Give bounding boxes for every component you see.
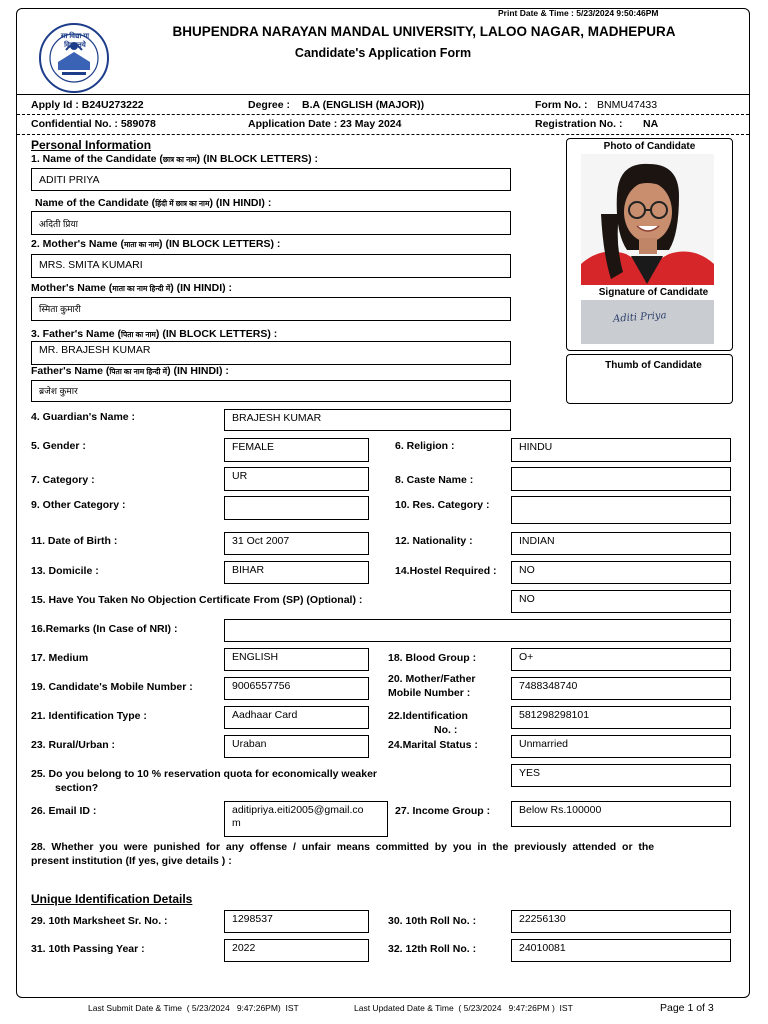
income-label: 27. Income Group : <box>395 805 491 817</box>
religion-field[interactable]: HINDU <box>511 438 731 462</box>
name-hi-label-suffix: ) (IN HINDI) : <box>209 197 272 209</box>
header-dash-2 <box>17 134 749 135</box>
signature-label: Signature of Candidate <box>598 287 709 298</box>
caste-field[interactable] <box>511 467 731 491</box>
hostel-label: 14.Hostel Required : <box>395 565 497 577</box>
name-hi-label <box>35 197 271 210</box>
father-hi-label-hindi: पिता का नाम हिन्दी में <box>109 367 168 376</box>
email-value-line-1: aditipriya.eiti2005@gmail.co <box>232 804 364 816</box>
email-field[interactable] <box>224 801 388 837</box>
registration-label: Registration No. : <box>535 118 623 130</box>
candidate-portrait-icon <box>581 154 714 285</box>
form-title: Candidate's Application Form <box>294 46 472 60</box>
ews-field[interactable]: YES <box>511 764 731 787</box>
father-en-label-hindi: पिता का नाम <box>121 330 156 339</box>
id-no-label-2: No. : <box>434 724 458 736</box>
ews-label-2: section? <box>55 782 99 794</box>
tenth-roll-label: 30. 10th Roll No. : <box>388 915 477 927</box>
blood-group-label: 18. Blood Group : <box>388 652 477 664</box>
mother-hi-label-hindi: माता का नाम हिन्दी में <box>112 284 171 293</box>
mother-en-field[interactable]: MRS. SMITA KUMARI <box>31 254 511 278</box>
domicile-field[interactable]: BIHAR <box>224 561 369 584</box>
father-hi-label-suffix: ) (IN HINDI) : <box>167 365 229 377</box>
mother-hi-label-num: Mother's Name ( <box>31 282 113 294</box>
name-en-label-hindi: छात्र का नाम <box>162 155 197 164</box>
noc-field[interactable]: NO <box>511 590 731 613</box>
name-en-label-suffix: ) (IN BLOCK LETTERS) : <box>196 153 318 165</box>
university-logo <box>38 22 110 94</box>
res-category-field[interactable] <box>511 496 731 524</box>
photo-label: Photo of Candidate <box>603 141 696 152</box>
noc-label: 15. Have You Taken No Objection Certificate From (SP) (Optional) : <box>31 594 363 606</box>
registration-value: NA <box>643 118 659 130</box>
personal-info-heading: Personal Information <box>31 138 152 152</box>
mother-hi-label <box>31 282 232 295</box>
name-en-label <box>31 153 318 166</box>
id-no-field[interactable]: 581298298101 <box>511 706 731 729</box>
degree-value: B.A (ENGLISH (MAJOR)) <box>302 99 425 111</box>
father-en-field[interactable]: MR. BRAJESH KUMAR <box>31 341 511 365</box>
remarks-field[interactable] <box>224 619 731 642</box>
marital-field[interactable]: Unmarried <box>511 735 731 758</box>
ews-label-1: 25. Do you belong to 10 % reservation quota for economically weaker <box>31 768 378 780</box>
last-submit-date: Last Submit Date & Time ( 5/23/2024 9:47:26PM) IST <box>88 1003 299 1013</box>
parent-mobile-label-1: 20. Mother/Father <box>388 673 476 685</box>
email-value-line-2: m <box>232 817 241 829</box>
religion-label: 6. Religion : <box>395 440 455 452</box>
form-no-label: Form No. : <box>535 99 588 111</box>
mother-hi-field[interactable]: स्मिता कुमारी <box>31 297 511 321</box>
category-field[interactable]: UR <box>224 467 369 491</box>
dob-field[interactable]: 31 Oct 2007 <box>224 532 369 555</box>
income-field[interactable]: Below Rs.100000 <box>511 801 731 827</box>
medium-label: 17. Medium <box>31 652 89 664</box>
nationality-label: 12. Nationality : <box>395 535 473 547</box>
unique-id-heading: Unique Identification Details <box>31 892 193 906</box>
mother-en-label <box>31 238 280 251</box>
mother-en-label-num: 2. Mother's Name ( <box>31 238 124 250</box>
medium-field[interactable]: ENGLISH <box>224 648 369 671</box>
email-label: 26. Email ID : <box>31 805 97 817</box>
father-en-label-num: 3. Father's Name ( <box>31 328 122 340</box>
name-hi-label-num: Name of the Candidate ( <box>35 197 156 209</box>
header-divider <box>17 94 749 95</box>
remarks-label: 16.Remarks (In Case of NRI) : <box>31 623 178 635</box>
thumb-label: Thumb of Candidate <box>605 360 702 371</box>
twelfth-roll-label: 32. 12th Roll No. : <box>388 943 477 955</box>
mother-hi-label-suffix: ) (IN HINDI) : <box>170 282 233 294</box>
tenth-sr-label: 29. 10th Marksheet Sr. No. : <box>31 915 168 927</box>
dob-label: 11. Date of Birth : <box>31 535 118 547</box>
degree-label: Degree : <box>248 99 291 111</box>
category-label: 7. Category : <box>31 474 95 486</box>
mother-en-label-hindi: माता का नाम <box>123 240 160 249</box>
marital-label: 24.Marital Status : <box>388 739 478 751</box>
print-date: Print Date & Time : 5/23/2024 9:50:46PM <box>498 8 659 18</box>
name-en-field[interactable]: ADITI PRIYA <box>31 168 511 191</box>
header-dash-1 <box>17 114 749 115</box>
name-hi-field[interactable]: अदिती प्रिया <box>31 211 511 235</box>
id-no-label-1: 22.Identification <box>388 710 468 722</box>
last-updated-date: Last Updated Date & Time ( 5/23/2024 9:47:26PM ) IST <box>354 1003 573 1013</box>
mother-en-label-suffix: ) (IN BLOCK LETTERS) : <box>159 238 281 250</box>
punished-question-line-1: 28. Whether you were punished for any offense / unfair means committed by you in the previously attended or the <box>31 841 655 853</box>
tenth-roll-field[interactable]: 22256130 <box>511 910 731 933</box>
tenth-year-label: 31. 10th Passing Year : <box>31 943 145 955</box>
father-hi-label <box>31 365 229 378</box>
parent-mobile-label-2: Mobile Number : <box>388 687 471 699</box>
twelfth-roll-field[interactable]: 24010081 <box>511 939 731 962</box>
father-en-label-suffix: ) (IN BLOCK LETTERS) : <box>155 328 278 340</box>
tenth-sr-field[interactable]: 1298537 <box>224 910 369 933</box>
rural-urban-field[interactable]: Uraban <box>224 735 369 758</box>
id-type-label: 21. Identification Type : <box>31 710 147 722</box>
logo-motto: सा विद्या या विमुक्तये <box>60 33 90 49</box>
name-en-label-num: 1. Name of the Candidate ( <box>31 153 163 165</box>
nationality-field[interactable]: INDIAN <box>511 532 731 555</box>
guardian-field[interactable]: BRAJESH KUMAR <box>224 409 511 431</box>
father-en-label <box>31 328 277 341</box>
id-type-field[interactable]: Aadhaar Card <box>224 706 369 729</box>
candidate-photo <box>581 154 714 285</box>
name-hi-label-hindi: हिंदी में छात्र का नाम <box>155 199 210 208</box>
confidential-no: Confidential No. : 589078 <box>31 118 156 130</box>
other-category-label: 9. Other Category : <box>31 499 126 511</box>
mobile-field[interactable]: 9006557756 <box>224 677 369 700</box>
candidate-signature <box>581 300 714 344</box>
blood-group-field[interactable]: O+ <box>511 648 731 671</box>
university-name: BHUPENDRA NARAYAN MANDAL UNIVERSITY, LALOO NAGAR, MADHEPURA <box>172 24 676 39</box>
signature-text: Aditi Priya <box>612 310 667 325</box>
gender-field[interactable]: FEMALE <box>224 438 369 462</box>
father-hi-label-num: Father's Name ( <box>31 365 110 377</box>
res-category-label: 10. Res. Category : <box>395 499 490 511</box>
hostel-field[interactable]: NO <box>511 561 731 584</box>
other-category-field[interactable] <box>224 496 369 520</box>
domicile-label: 13. Domicile : <box>31 565 99 577</box>
page-number: Page 1 of 3 <box>660 1002 714 1014</box>
parent-mobile-field[interactable]: 7488348740 <box>511 677 731 700</box>
tenth-year-field[interactable]: 2022 <box>224 939 369 962</box>
punished-question-line-2: present institution (If yes, give details ) : <box>31 855 232 867</box>
application-date: Application Date : 23 May 2024 <box>248 118 402 130</box>
apply-id: Apply Id : B24U273222 <box>31 99 144 111</box>
rural-urban-label: 23. Rural/Urban : <box>31 739 116 751</box>
mobile-label: 19. Candidate's Mobile Number : <box>31 681 193 693</box>
father-hi-field[interactable]: ब्रजेश कुमार <box>31 380 511 402</box>
form-no-value: BNMU47433 <box>597 99 658 111</box>
guardian-label: 4. Guardian's Name : <box>31 411 136 423</box>
gender-label: 5. Gender : <box>31 440 86 452</box>
caste-label: 8. Caste Name : <box>395 474 474 486</box>
